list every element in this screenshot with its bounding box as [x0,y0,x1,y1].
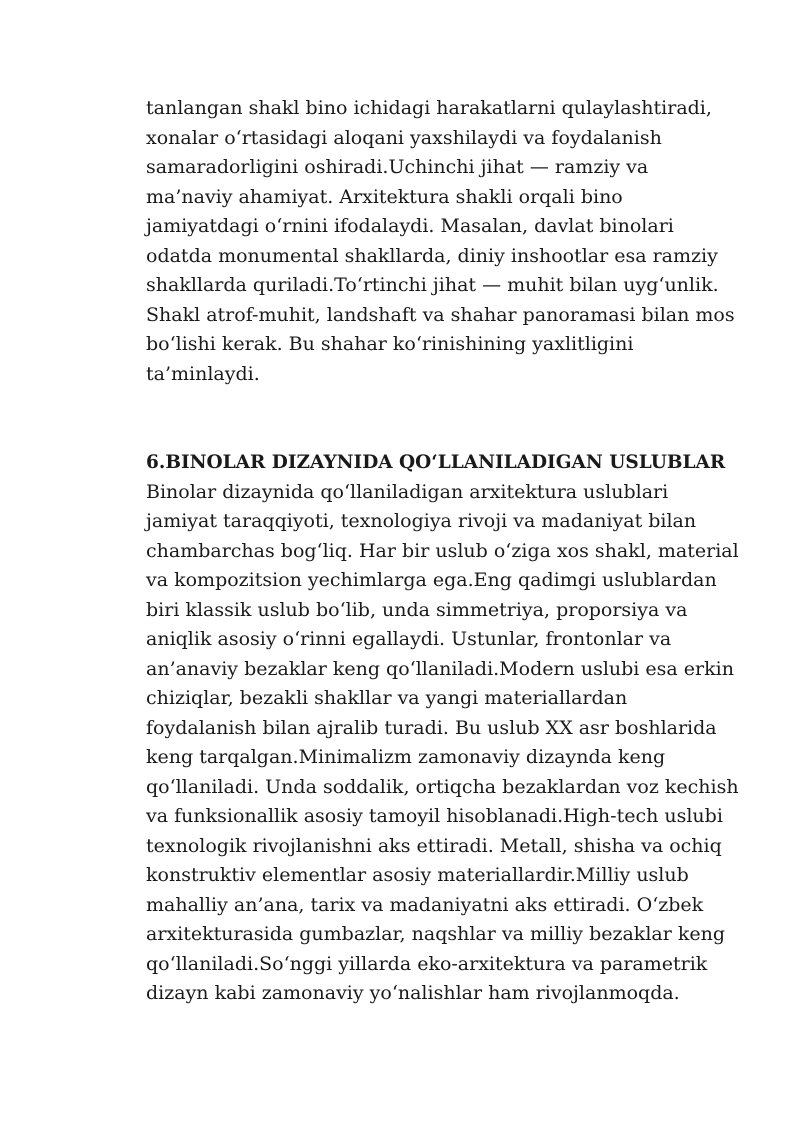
paragraph-line: bo‘lishi kerak. Bu shahar ko‘rinishining yaxlitligini [146,333,634,355]
paragraph-line: jamiyatdagi o‘rnini ifodalaydi. Masalan, davlat binolari [146,215,674,237]
paragraph-line: samaradorligini oshiradi.Uchinchi jihat — ramziy va [146,156,649,178]
section-line: keng tarqalgan.Minimalizm zamonaviy dizaynda keng [146,746,666,768]
document-page [146,94,739,1009]
section-line: mahalliy an’ana, tarix va madaniyatni aks ettiradi. O‘zbek [146,893,704,916]
section-line: chiziqlar, bezakli shakllar va yangi materiallardan [146,687,628,709]
section-line: jamiyat taraqqiyoti, texnologiya rivoji va madaniyat bilan [146,510,697,532]
section-line: foydalanish bilan ajralib turadi. Bu uslub XX asr boshlarida [146,716,717,739]
section-line: aniqlik asosiy o‘rinni egallaydi. Ustunlar, frontonlar va [146,628,672,650]
styles-section [146,448,739,1009]
section-line: dizayn kabi zamonaviy yo‘nalishlar ham rivojlanmoqda. [146,982,680,1004]
section-spacer [146,389,726,448]
section-line: texnologik rivojlanishni aks ettiradi. Metall, shisha va ochiq [146,834,722,857]
section-line: va funksionallik asosiy tamoyil hisoblanadi.High-tech uslubi [146,805,723,827]
section-line: qo‘llaniladi.So‘nggi yillarda eko-arxitektura va parametrik [146,952,708,975]
intro-paragraph [146,94,735,389]
paragraph-line: tanlangan shakl bino ichidagi harakatlarni qulaylashtiradi, [146,97,712,119]
paragraph-line: ta’minlaydi. [146,362,260,385]
paragraph-line: odatda monumental shakllarda, diniy inshootlar esa ramziy [146,244,718,267]
section-line: Binolar dizaynida qo‘llaniladigan arxitektura uslublari [146,480,669,503]
section-line: konstruktiv elementlar asosiy materiallardir.Milliy uslub [146,864,689,886]
paragraph-line: shakllarda quriladi.To‘rtinchi jihat — muhit bilan uyg‘unlik. [146,274,719,296]
section-line: biri klassik uslub bo‘lib, unda simmetriya, proporsiya va [146,598,688,621]
section-line: chambarchas bog‘liq. Har bir uslub o‘ziga xos shakl, material [146,539,739,562]
section-line: arxitekturasida gumbazlar, naqshlar va milliy bezaklar keng [146,923,726,945]
paragraph-line: ma’naviy ahamiyat. Arxitektura shakli orqali bino [146,185,623,208]
section-line: qo‘llaniladi. Unda soddalik, ortiqcha bezaklardan voz kechish [146,775,739,798]
section-heading: 6.BINOLAR DIZAYNIDA QO‘LLANILADIGAN USLUBLAR [146,452,726,473]
paragraph-line: xonalar o‘rtasidagi aloqani yaxshilaydi va foydalanish [146,126,662,149]
section-line: an’anaviy bezaklar keng qo‘llaniladi.Modern uslubi esa erkin [146,657,734,680]
section-line: va kompozitsion yechimlarga ega.Eng qadimgi uslublardan [146,569,717,591]
paragraph-line: Shakl atrof-muhit, landshaft va shahar panoramasi bilan mos [146,303,735,326]
